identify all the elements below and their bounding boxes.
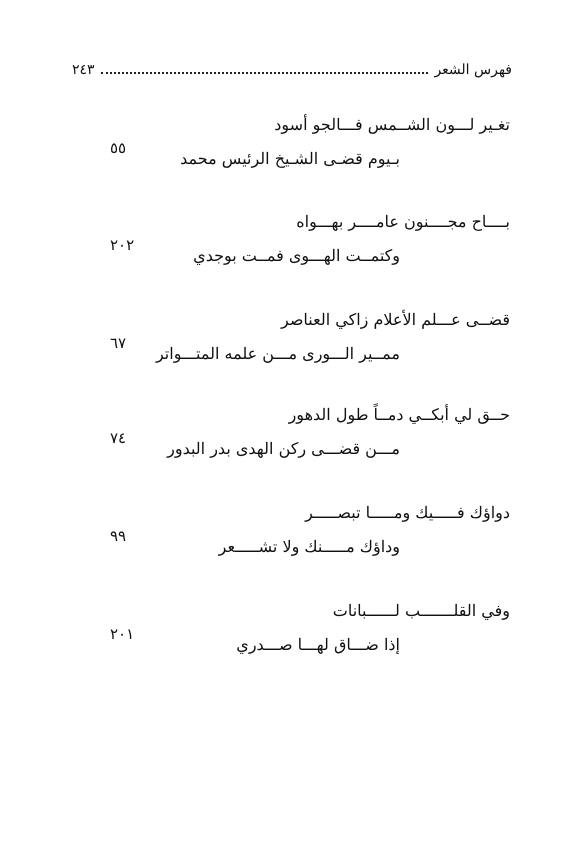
verse-second-hemistich: وكتمــت الهـــوى فمــت بوجدي: [193, 246, 400, 265]
verse-page-ref: ٧٤: [110, 429, 127, 447]
verse-page-ref: ٩٩: [110, 527, 127, 545]
verse-second-hemistich: وداؤك مـــــنك ولا تشـــــعر: [218, 537, 400, 556]
verse-entry: [100, 405, 510, 475]
verse-page-ref: ٦٧: [110, 334, 127, 352]
verse-page-ref: ٥٥: [110, 139, 127, 157]
verse-first-hemistich: قضــى عـــلم الأعلام زاكي العناصر: [281, 310, 510, 329]
verse-page-ref: ٢٠١: [110, 625, 135, 643]
verse-first-hemistich: حــق لي أبكــي دمــاً طول الدهور: [288, 405, 510, 424]
verse-entry: [100, 212, 510, 282]
verse-entry: [100, 115, 510, 185]
verse-page-ref: ٢٠٢: [110, 236, 135, 254]
page-number: ٢٤٣: [72, 62, 95, 78]
verse-second-hemistich: ممــير الـــورى مـــن علمه المتـــواتر: [155, 344, 400, 363]
verse-first-hemistich: تغـير لـــون الشــمس فـــالجو أسود: [274, 115, 510, 134]
verse-entry: [100, 503, 510, 573]
verse-entry: [100, 601, 510, 671]
running-header: [72, 56, 512, 84]
verse-entry: [100, 310, 510, 380]
verse-second-hemistich: مـــن قضـــى ركن الهدى بدر البدور: [167, 439, 400, 458]
verse-first-hemistich: دواؤك فـــــيك ومـــــا تبصـــــر: [305, 503, 510, 522]
verse-first-hemistich: بــــاح مجــــنون عامــــر بهـــواه: [296, 212, 510, 231]
verse-second-hemistich: إذا ضـــاق لهـــا صـــدري: [236, 635, 400, 654]
verse-second-hemistich: بـيوم قضـى الشـيخ الرئيس محمد: [180, 149, 400, 168]
dotted-leader: [101, 72, 429, 74]
running-head-title: فهرس الشعر: [434, 62, 512, 78]
verse-first-hemistich: وفي القلـــــــب لــــــبانات: [332, 601, 510, 620]
